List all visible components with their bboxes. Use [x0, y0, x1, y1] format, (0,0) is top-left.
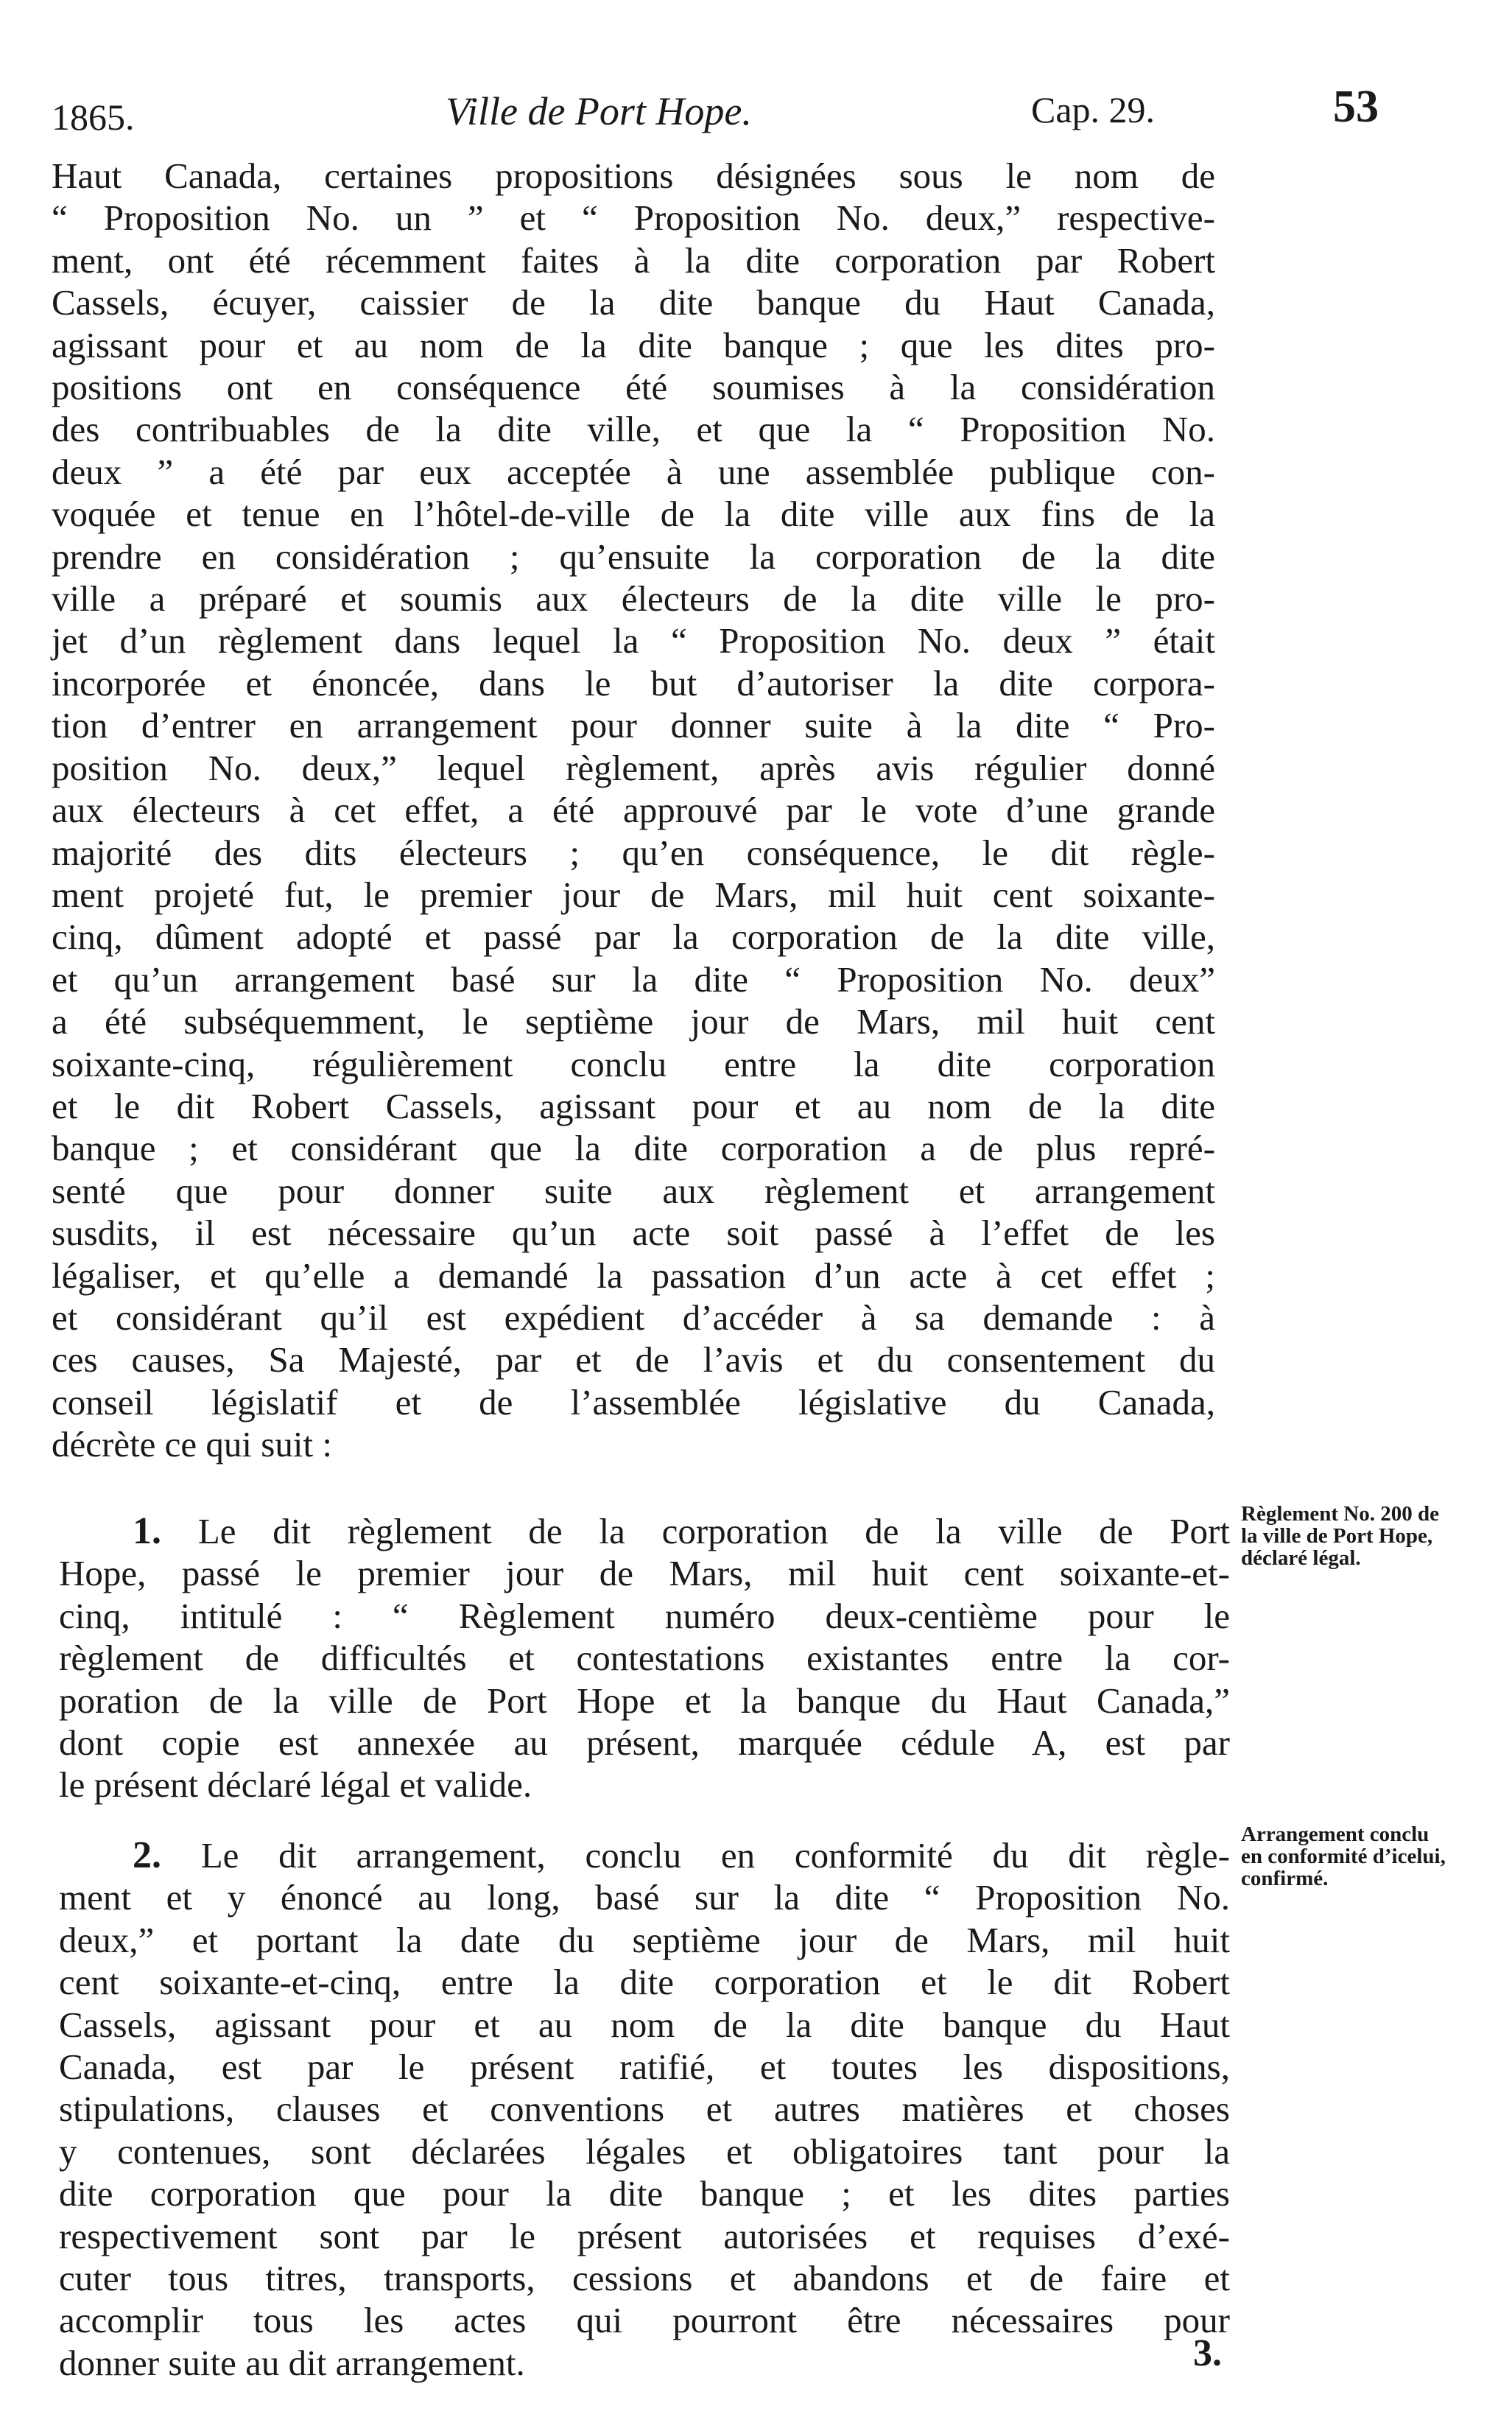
- section-first-line: 2. Le dit arrangement, conclu en conformité du dit règle-: [133, 1834, 1230, 1876]
- text-line: Cassels, agissant pour et au nom de la dite banque du Haut: [59, 2004, 1230, 2045]
- text-line: ment, ont été récemment faites à la dite corporation par Robert: [52, 239, 1215, 281]
- text-line: stipulations, clauses et conventions et autres matières et choses: [59, 2088, 1230, 2130]
- text-line: poration de la ville de Port Hope et la banque du Haut Canada,”: [59, 1680, 1230, 1721]
- preamble-paragraph: [52, 155, 1215, 1466]
- text-line: a été subséquemment, le septième jour de Mars, mil huit cent: [52, 1001, 1215, 1042]
- text-line: susdits, il est nécessaire qu’un acte soit passé à l’effet de les: [52, 1213, 1215, 1254]
- text-line: conseil législatif et de l’assemblée législative du Canada,: [52, 1381, 1215, 1423]
- text-line: des contribuables de la dite ville, et que la “ Proposition No.: [52, 409, 1215, 450]
- text-line: position No. deux,” lequel règlement, après avis régulier donné: [52, 747, 1215, 788]
- text-line: senté que pour donner suite aux règlement et arrangement: [52, 1170, 1215, 1211]
- text-line: le présent déclaré légal et valide.: [59, 1764, 532, 1806]
- text-line: dite corporation que pour la dite banque ; et les dites parties: [59, 2173, 1230, 2214]
- text-line: majorité des dits électeurs ; qu’en conséquence, le dit règle-: [52, 832, 1215, 873]
- text-line: jet d’un règlement dans lequel la “ Proposition No. deux ” était: [52, 620, 1215, 662]
- text-line: Haut Canada, certaines propositions désignées sous le nom de: [52, 155, 1215, 196]
- text-line: Hope, passé le premier jour de Mars, mil huit cent soixante-et-: [59, 1553, 1230, 1594]
- text-line: dont copie est annexée au présent, marquée cédule A, est par: [59, 1722, 1230, 1764]
- text-line: règlement de difficultés et contestations existantes entre la cor-: [59, 1638, 1230, 1679]
- text-line: cuter tous titres, transports, cessions et abandons et de faire et: [59, 2258, 1230, 2299]
- text-line: respectivement sont par le présent autorisées et requises d’exé-: [59, 2215, 1230, 2256]
- margin-note-2: Arrangement conclu en conformité d’icelui, confirmé.: [1241, 1823, 1446, 1890]
- section-number: 2.: [133, 1834, 161, 1876]
- text-line: et le dit Robert Cassels, agissant pour et au nom de la dite: [52, 1085, 1215, 1126]
- text-line: deux ” a été par eux acceptée à une assemblée publique con-: [52, 451, 1215, 492]
- section-number: 1.: [133, 1510, 161, 1552]
- text-line: légaliser, et qu’elle a demandé la passation d’un acte à cet effet ;: [52, 1255, 1215, 1296]
- text-line: et considérant qu’il est expédient d’accéder à sa demande : à: [52, 1297, 1215, 1338]
- text-line: accomplir tous les actes qui pourront être nécessaires pour: [59, 2300, 1230, 2341]
- text-line: banque ; et considérant que la dite corporation a de plus repré-: [52, 1128, 1215, 1169]
- text-line: tion d’entrer en arrangement pour donner suite à la dite “ Pro-: [52, 705, 1215, 746]
- text-line: “ Proposition No. un ” et “ Proposition No. deux,” respective-: [52, 197, 1215, 239]
- text-line: Cassels, écuyer, caissier de la dite banque du Haut Canada,: [52, 282, 1215, 323]
- header-title: Ville de Port Hope.: [446, 89, 752, 133]
- text-line: soixante-cinq, régulièrement conclu entre la dite corporation: [52, 1043, 1215, 1084]
- text-line: cinq, dûment adopté et passé par la corporation de la dite ville,: [52, 916, 1215, 958]
- text-line: prendre en considération ; qu’ensuite la corporation de la dite: [52, 536, 1215, 577]
- header-year: 1865.: [52, 97, 135, 138]
- page-number: 53: [1333, 82, 1379, 132]
- text-line: ville a préparé et soumis aux électeurs de la dite ville le pro-: [52, 578, 1215, 620]
- text-line: décrète ce qui suit :: [52, 1424, 332, 1465]
- running-header: [44, 82, 1414, 147]
- text-line: aux électeurs à cet effet, a été approuvé par le vote d’une grande: [52, 790, 1215, 831]
- header-chapter: Cap. 29.: [1031, 89, 1156, 130]
- text-line: et qu’un arrangement basé sur la dite “ Proposition No. deux”: [52, 958, 1215, 1000]
- text-line: positions ont en conséquence été soumises à la considération: [52, 367, 1215, 408]
- text-line: incorporée et énoncée, dans le but d’autoriser la dite corpora-: [52, 662, 1215, 704]
- section-first-line: 1. Le dit règlement de la corporation de la ville de Port: [133, 1510, 1230, 1552]
- margin-note-1: Règlement No. 200 de la ville de Port Hope, déclaré légal.: [1241, 1502, 1440, 1570]
- text-line: ces causes, Sa Majesté, par et de l’avis et du consentement du: [52, 1339, 1215, 1381]
- text-line: ment projeté fut, le premier jour de Mars, mil huit cent soixante-: [52, 874, 1215, 915]
- catchword: 3.: [1193, 2332, 1222, 2374]
- text-line: y contenues, sont déclarées légales et obligatoires tant pour la: [59, 2130, 1230, 2172]
- text-line: Canada, est par le présent ratifié, et toutes les dispositions,: [59, 2046, 1230, 2088]
- text-line: voquée et tenue en l’hôtel-de-ville de la dite ville aux fins de la: [52, 494, 1215, 535]
- section-1: [59, 1510, 1230, 1806]
- text-line: agissant pour et au nom de la dite banque ; que les dites pro-: [52, 324, 1215, 365]
- section-2: [59, 1834, 1230, 2384]
- text-line: cinq, intitulé : “ Règlement numéro deux-centième pour le: [59, 1595, 1230, 1636]
- text-line: ment et y énoncé au long, basé sur la dite “ Proposition No.: [59, 1877, 1230, 1918]
- text-line: donner suite au dit arrangement.: [59, 2342, 525, 2383]
- text-line: deux,” et portant la date du septième jour de Mars, mil huit: [59, 1919, 1230, 1960]
- text-line: cent soixante-et-cinq, entre la dite corporation et le dit Robert: [59, 1962, 1230, 2003]
